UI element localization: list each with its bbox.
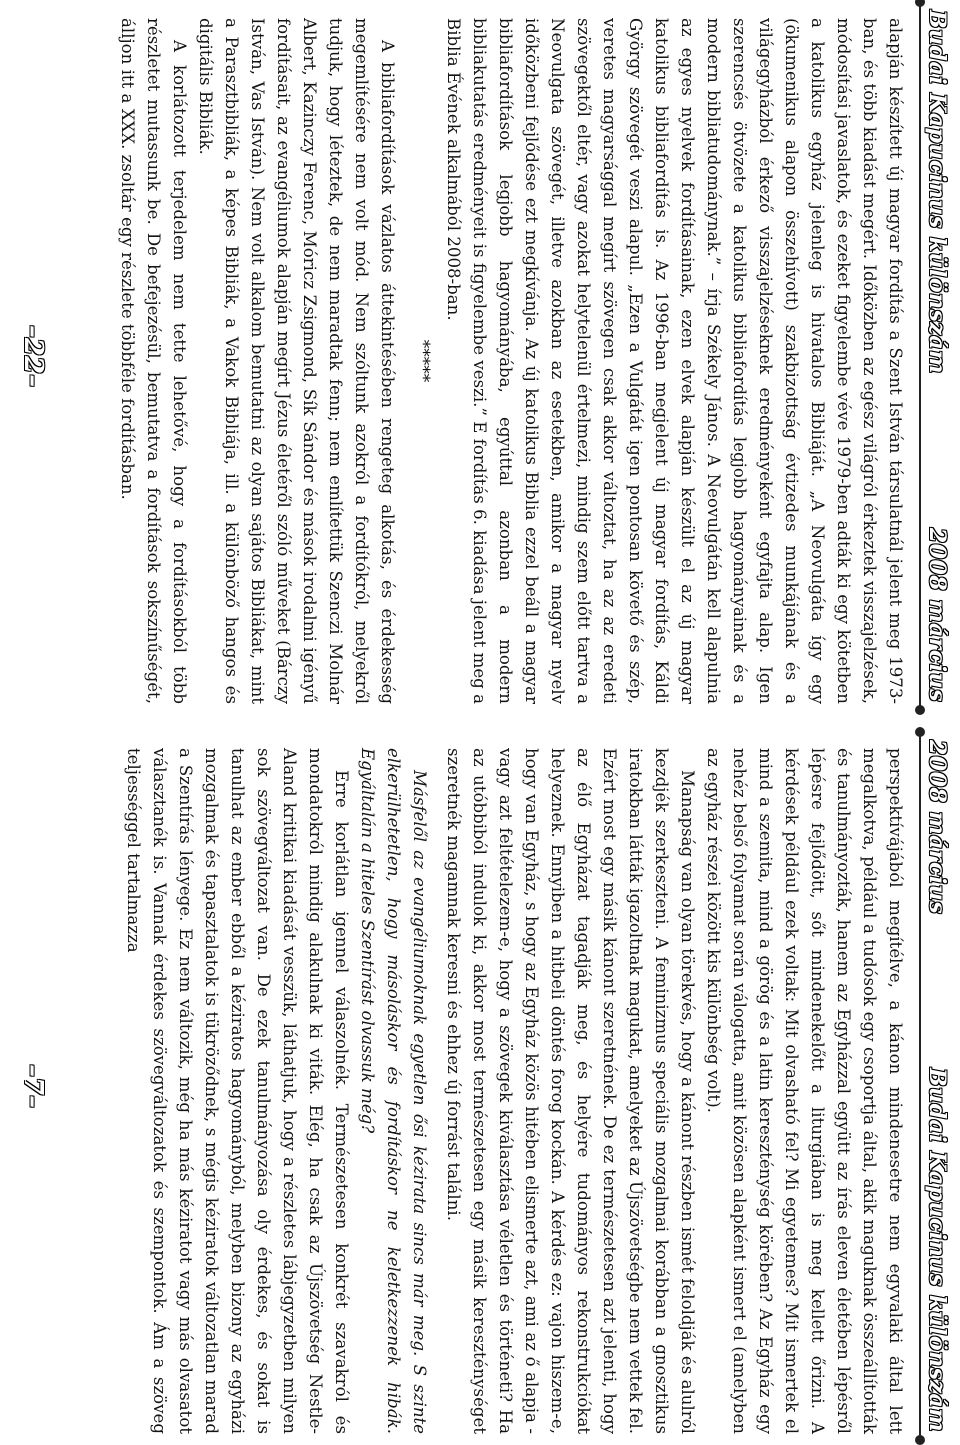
running-header [918,730,952,1442]
header-title: Budai Kapucinus különszám [924,1068,950,1432]
text-column [114,18,908,704]
header-title: Budai Kapucinus különszám [924,10,950,374]
body-paragraph: alapján készített új magyar fordítás a Szent István társulatnál jelent meg 1973-ban, és több kiadást megért. Időközben az egész világról érkeztek visszajelzések, módosítási javaslatok, és ezeket figyelembe véve 1979-ben adták ki egy kötetben a katolikus egyház jelenleg is hivatalos Bibliáját. „A Neovulgáta így egy (ökumenikus alapon összehívott) szakbizottság évtizedes munkájának és a világegyházból érkező visszajelzéseknek eredményeként egyfajta alap. Igen szerencsés ötvözete a katolikus bibliafordítás legjobb hagyományainak és a modern bibliatudománynak.” – írja Székely János. A Neovulgátán kell alapulnia az egyes nyelvek fordításainak, ezen elvek alapján készült el az új magyar katolikus bibliafordítás is. Az 1996-ban megjelent új magyar fordítás, Káldi György szövegét veszi alapul. „Ezen a Vulgátát igen pontosan követő és szép, veretes magyarsággal megírt szövegen csak akkor változtat, ha az az eredeti szövegektől eltér, vagy azokat helytelenül értelmezi, mindig szem előtt tartva a Neovulgata szövegét, illetve azokban az esetekben, amikor a magyar nyelv időközbeni fejlődése ezt megkívánja. Az új katolikus Biblia ezzel beáll a magyar bibliafordítások legjobb hagyományába, egyúttal azonban a modern bibliakutatás eredményeit is figyelembe veszi.” E fordítás 6. kiadása jelent meg a Biblia Évének alkalmából 2008-ban. [444,18,905,704]
page-number: –7– [18,1063,48,1109]
text-column [120,748,908,1434]
header-date: 2008 március [924,527,950,702]
body-paragraph: A bibliafordítások vázlatos áttekintésében rengeteg alkotás, és érdekesség megemlítésére nem volt mód. Nem szóltunk azokról a fordítókról, melyekről tudjuk, hogy léteztek, de nem maradtak fenn; nem említettük Szenczi Molnár Albert, Kazinczy Ferenc, Móricz Zsigmond, Sík Sándor és mások irodalmi igényű fordításait, az evangéliumok alapján megírt Jézus életéről szóló műveket (Bárczy István, Vas István). Nem volt alkalom bemutatni az olyan sajátos Bibliákat, mint a Parasztbibliák, a képes Bibliák, a Vakok Bibliája, ill. a különböző hangos és digitális Bibliák. [196,18,397,704]
body-paragraph: Manapság van olyan törekvés, hogy a kánont részben ismét feloldják és alulról kezdjék szerkeszteni. A feminizmus speciális mozgalmai korábban a gnosztikus iratokban látták igazoltnak magukat, amelyeket az Újszövetségbe nem vettek fel. Ezért most egy másik kánont szeretnének. De ez természetesen azt jelenti, hogy az élő Egyházat tagadják meg, és helyére tudományos rekonstrukciókat helyeznek. Ennyiben a hitbeli döntés forog kockán. A kérdés ez: vajon hiszem-e, hogy van Egyház, s hogy az Egyház közös hitében elismerte azt, ami az ő alapja - vagy azt feltételezem-e, hogy a szövegek kiválasztása véletlen és történeti? Ha az utóbbiból indulok ki, akkor most természetesen egy másik kereszténységet szeretnék magamnak keresni és ehhez új forrást találni. [444,748,697,1434]
section-separator: ***** [413,339,433,383]
body-paragraph: A korlátozott terjedelem nem tette lehetővé, hogy a fordításokból több részletet mutassunk be. De befejezésül, bemutatva a fordítások sokszínűségét, álljon itt a XXX. zsoltár egy részlete többféle fordításban. [118,18,189,704]
page-22 [0,0,960,712]
header-rule [919,0,921,712]
body-paragraph: perspektívájából megítélve, a kánon mindenesetre nem egyvalaki által lett megalkotva, például a tudósok egy csoportja által, akik maguknak összeállították és tanulmányozták, hanem az Egyházzal együtt az írás eleven életében lépésről lépésre fejlődött, sőt mindenekelőtt a liturgiában is meg kellett őrizni. A kérdések például ezek voltak: Mit olvasható fel? Mi egyetemes? Mit ismertek el mind a szemita, mind a görög és a latin kereszténység körében? Az Egyház egy nehéz belső folyamat során válogatta, amit közösen alapként ismert el (amelyben az egyház részei között kis különbség volt). [704,748,905,1434]
italic-question: Másfelől az evangéliumoknak egyetlen ősi kézirata sincs már meg. S szinte elkerülhetetlen, hogy másoláskor és fordításkor ne keletkezzenek hibák. Egyáltalán a hiteles Szentírást olvassuk még? [358,748,429,1434]
body-paragraph: Erre korlátlan igennel válaszolnék. Természetesen konkrét szavakról és mondatokról mindig alakulnak ki viták. Elég, ha csak az Újszövetség Nestle-Aland kritikai kiadását vesszük, láthatjuk, hogy a részletes lábjegyzetben milyen sok szövegváltozat van. De ezek tanulmányozása oly érdekes, és sokat is tanulhat az ember ebből a kéziratos hagyományból, melyben bizony az egyházi mozgalmak és tapasztalatok is tükröződnek, s mégis kéziratok változatlan marad a Szentírás lényege. Ez nem változik, még ha más kéziratot vagy más olvasatot választanék is. Vannak érdekes szövegváltozatok és szempontok. Ám a szöveg teljességgel tartalmazza [124,748,351,1434]
header-date: 2008 március [924,740,950,915]
page-number: –22– [18,324,48,388]
running-header [918,0,952,712]
header-rule [919,730,921,1442]
page-7 [0,730,960,1442]
